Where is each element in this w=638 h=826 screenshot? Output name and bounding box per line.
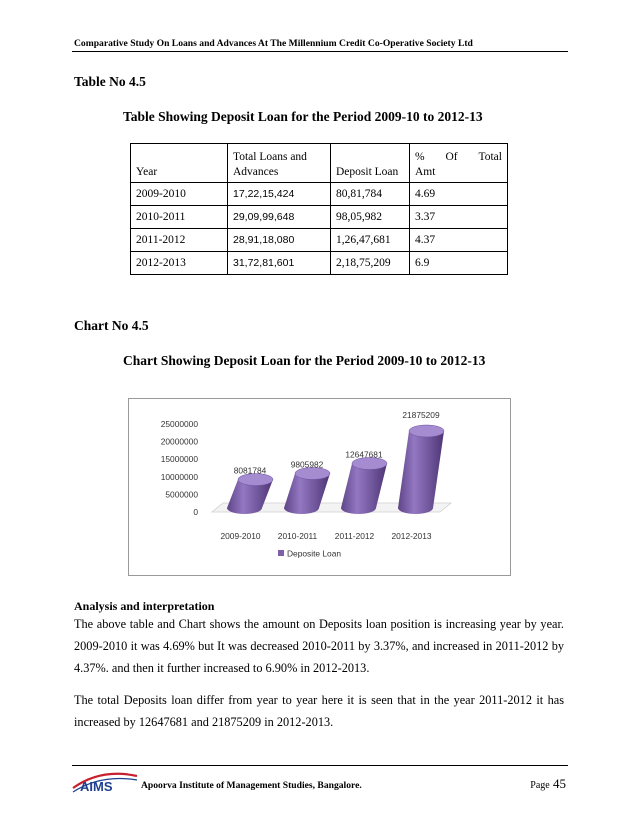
y-tick-label: 15000000 [160,454,198,465]
table-number-label: Table No 4.5 [74,74,146,89]
y-tick-label: 25000000 [160,419,198,429]
table-title: Table Showing Deposit Loan for the Period 2009-10 to 2012-13 [123,109,483,124]
legend-swatch [278,550,284,556]
x-tick-label: 2010-2011 [277,531,318,541]
cell-pct: 4.69 [410,183,508,206]
cell-year: 2009-2010 [131,183,228,206]
header-deposit-text: Deposit Loan [336,166,399,178]
chart-canvas [129,399,510,575]
cell-year: 2010-2011 [131,206,228,229]
y-tick-label: 5000000 [165,489,198,500]
deposit-loan-chart [128,398,511,576]
legend-label: Deposite Loan [287,548,342,559]
running-header: Comparative Study On Loans and Advances At The Millennium Credit Co-Operative Society Ltd [74,38,473,49]
analysis-heading: Analysis and interpretation [74,599,215,613]
table-row [131,183,508,206]
x-tick-label: 2012-2013 [391,531,432,541]
data-label: 8081784 [233,465,267,476]
header-pct-line1 [415,150,502,165]
cell-year: 2011-2012 [131,229,228,252]
cell-pct: 3.37 [410,206,508,229]
header-pct-a: % [415,151,425,163]
cell-total: 17,22,15,424 [228,183,331,206]
bar [398,425,444,514]
chart-number-label: Chart No 4.5 [74,318,149,333]
page-number-value: 45 [553,776,566,791]
table-header-row [131,144,508,183]
header-pct-c: Total [478,151,502,163]
x-tick-label: 2009-2010 [220,531,261,541]
table-row [131,206,508,229]
cell-pct: 6.9 [410,252,508,275]
header-pct [410,144,508,183]
cell-year: 2012-2013 [131,252,228,275]
footer-rule [72,765,568,766]
aims-logo [71,770,139,796]
cell-deposit: 2,18,75,209 [331,252,410,275]
cell-pct: 4.37 [410,229,508,252]
header-deposit [331,144,410,183]
header-total-line1: Total Loans and [233,151,307,163]
analysis-paragraph-2: The total Deposits loan differ from year to year here it is seen that in the year 2011-2012 it has increased by 12647681 and 21875209 in 2012-2013. [74,693,564,729]
cell-total: 28,91,18,080 [228,229,331,252]
table-row [131,252,508,275]
table-row [131,229,508,252]
y-tick-label: 0 [193,507,198,517]
header-total [228,144,331,183]
y-tick-label: 20000000 [160,436,198,447]
data-label: 12647681 [345,449,383,460]
chart-title: Chart Showing Deposit Loan for the Period 2009-10 to 2012-13 [123,353,486,368]
header-year [131,144,228,183]
x-tick-label: 2011-2012 [334,531,375,541]
bar-top [409,425,444,437]
data-label: 21875209 [402,409,440,420]
cell-total: 31,72,81,601 [228,252,331,275]
cell-deposit: 80,81,784 [331,183,410,206]
aims-logo-text: AIMS [80,779,113,794]
y-tick-label: 10000000 [160,471,198,482]
page-label: Page [530,780,550,791]
cell-deposit: 1,26,47,681 [331,229,410,252]
page-number [530,776,566,792]
deposit-loan-table [130,143,508,275]
analysis-paragraph-1: The above table and Chart shows the amount on Deposits loan position is increasing year by year. 2009-2010 it was 4.69% but It was decreased 2010-2011 by 3.37%, and increased in 2011-2012 by 4.37%. and then it further increased to 6.90% in 2012-2013. [74,617,564,675]
header-rule [72,51,568,52]
cell-total: 29,09,99,648 [228,206,331,229]
header-year-text: Year [136,166,158,178]
data-label: 9805982 [290,459,324,470]
cell-deposit: 98,05,982 [331,206,410,229]
footer-institute: Apoorva Institute of Management Studies, Bangalore. [141,780,362,791]
header-pct-line2: Amt [415,166,436,178]
header-pct-b: Of [445,151,458,163]
header-total-line2: Advances [233,166,279,178]
